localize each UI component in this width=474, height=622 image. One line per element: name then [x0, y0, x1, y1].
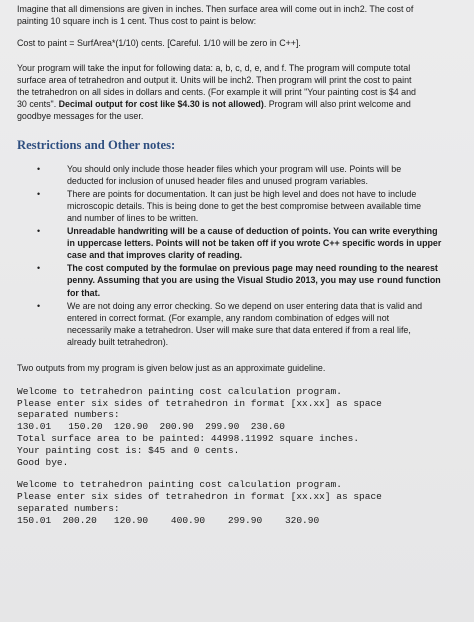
note-3-line-1: Unreadable handwriting will be a cause of deduction of points. You can write everything — [67, 225, 438, 236]
bullet-icon: • — [37, 262, 41, 273]
note-3-line-3: case and that improves clarity of reading. — [67, 249, 243, 260]
guideline-text: Two outputs from my program is given below just as an approximate guideline. — [17, 362, 326, 373]
bullet-icon: • — [37, 300, 41, 311]
intro-line-1: Imagine that all dimensions are given in inches. Then surface area will come out in inch2. The cost of — [17, 4, 414, 14]
note-5-line-3: necessarily make a tetrahedron. User will make sure that data entered if from a real life, — [67, 324, 411, 335]
cost-formula-text: Cost to paint = SurfArea*(1/10) cents. — [17, 38, 165, 49]
output-1-line-6: Your painting cost is: $45 and 0 cents. — [17, 444, 240, 456]
sample-output-2 — [17, 479, 466, 526]
program-line-4-plain: 30 cents". — [17, 99, 59, 110]
note-2-line-1: There are points for documentation. It can just be high level and does not have to include — [67, 188, 417, 199]
bullet-icon: • — [37, 188, 41, 199]
output-2-line-2: Please enter six sides of tetrahedron in format [xx.xx] as space — [17, 491, 382, 503]
program-description — [17, 62, 466, 123]
program-line-5: goodbye messages for the user. — [17, 111, 144, 122]
note-4-line-2-prefix: penny. Assuming that you are using the Visual Studio 2013, you may use — [67, 274, 377, 285]
program-line-2: surface area of tetrahedron and output it. Units will be inch2. Then program will print the cost to paint — [17, 74, 412, 85]
cost-formula — [17, 37, 466, 49]
list-item — [17, 163, 466, 187]
round-function-code: round — [376, 275, 404, 286]
note-2-line-3: and number of lines to be written. — [67, 212, 199, 223]
output-1-line-2: Please enter six sides of tetrahedron in format [xx.xx] as space — [17, 397, 382, 409]
program-line-4-bold: Decimal output for cost like $4.30 is not allowed) — [58, 99, 264, 110]
note-4-line-1: The cost computed by the formulae on previous page may need rounding to the nearest — [67, 262, 438, 273]
output-2-line-4: 150.01 200.20 120.90 400.90 299.90 320.90 — [17, 514, 320, 526]
intro-paragraph — [17, 3, 466, 27]
bullet-icon: • — [37, 225, 41, 236]
output-1-line-5: Total surface area to be painted: 44998.11992 square inches. — [17, 433, 360, 445]
output-1-line-4: 130.01 150.20 120.90 200.90 299.90 230.60 — [17, 421, 285, 433]
note-5-line-4: already built tetrahedron). — [67, 336, 169, 347]
note-4-line-2-suffix: function — [403, 274, 441, 285]
program-line-3: the tetrahedron on all sides in dollars and cents. (For example it will print "Your painting cost is $4 and — [17, 87, 416, 98]
program-line-1: Your program will take the input for following data: a, b, c, d, e, and f. The program will compute total — [17, 62, 411, 73]
note-5-line-2: entered in correct format. (For example, any random combination of edges will not — [67, 312, 390, 323]
bullet-icon: • — [37, 163, 41, 174]
output-1-line-7: Good bye. — [17, 456, 69, 468]
note-2-line-2: microscopic details. This is being done to get the best compromise between available time — [67, 200, 422, 211]
program-line-4-rest: . Program will also print welcome and — [263, 99, 411, 110]
output-2-line-3: separated numbers: — [17, 503, 120, 514]
list-item — [17, 225, 466, 261]
list-item — [17, 188, 466, 224]
restrictions-heading: Restrictions and Other notes: — [17, 137, 176, 152]
note-1-line-1: You should only include those header files which your program will use. Points will be — [67, 163, 402, 174]
intro-line-2: painting 10 square inch is 1 cent. Thus cost to paint is below: — [17, 16, 257, 27]
list-item — [17, 262, 466, 299]
output-1-line-1: Welcome to tetrahedron painting cost calculation program. — [17, 385, 342, 397]
note-4-line-3: for that. — [67, 287, 101, 298]
output-2-line-1: Welcome to tetrahedron painting cost calculation program. — [17, 479, 342, 491]
sample-output-1 — [17, 386, 466, 469]
note-5-line-1: We are not doing any error checking. So we depend on user entering data that is valid and — [67, 300, 423, 311]
restrictions-list — [17, 163, 466, 348]
output-1-line-3: separated numbers: — [17, 409, 120, 421]
list-item — [17, 300, 466, 348]
cost-formula-note: [Careful. 1/10 will be zero in C++]. — [167, 38, 301, 49]
note-1-line-2: deducted for inclusion of unused header files and unused program variables. — [67, 175, 368, 186]
note-3-line-2: in uppercase letters. Points will not be taken off if you wrote C++ specific words in upper — [67, 237, 442, 248]
